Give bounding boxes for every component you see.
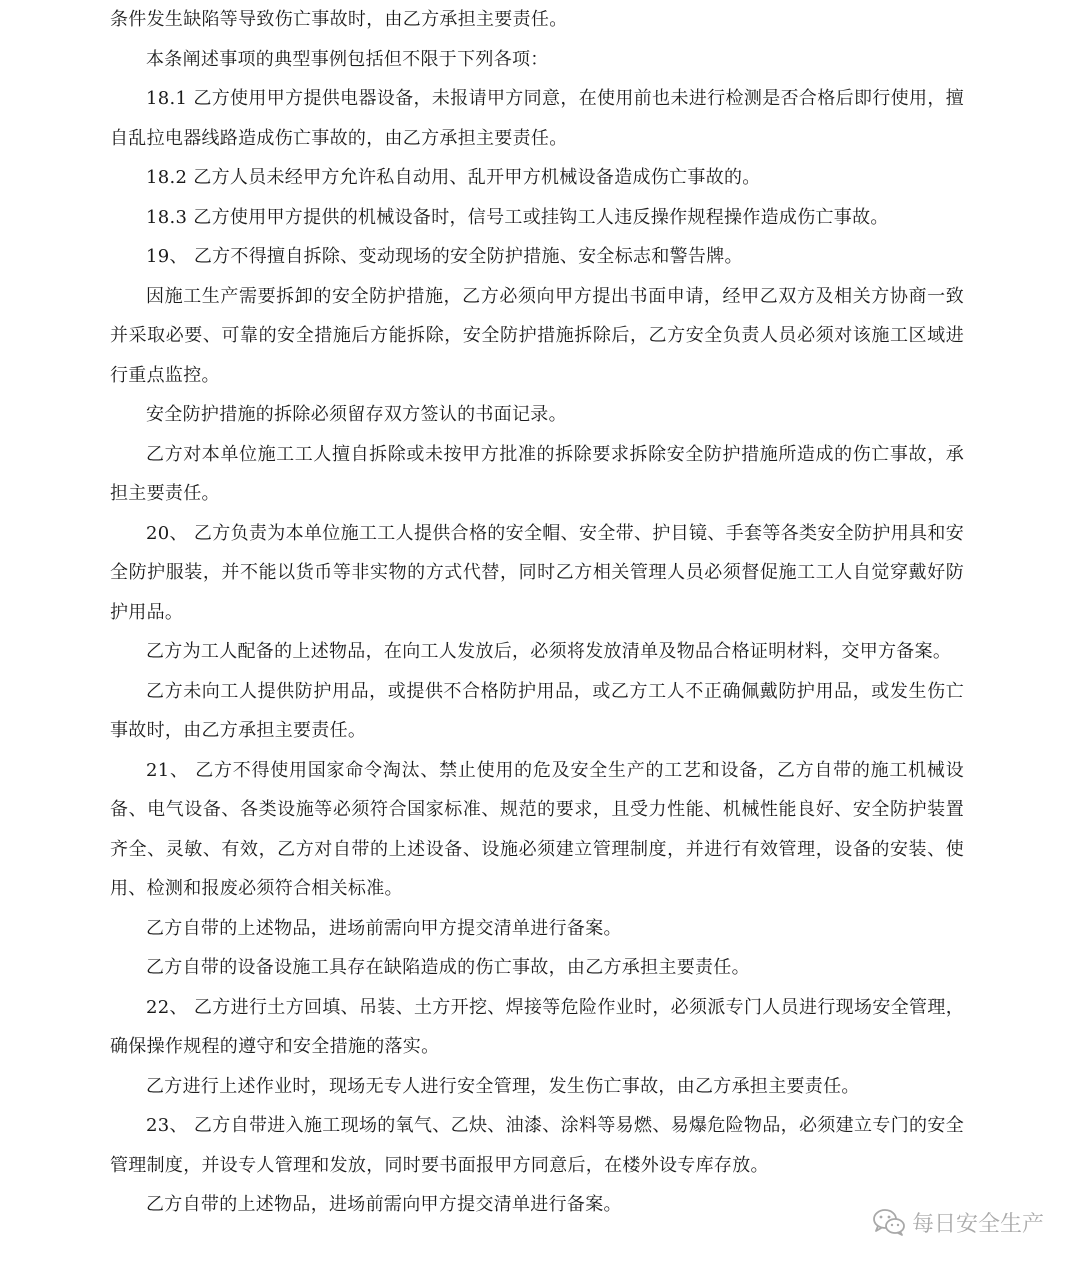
paragraph-6: 19、 乙方不得擅自拆除、变动现场的安全防护措施、安全标志和警告牌。 (146, 246, 743, 267)
document-body (110, 0, 964, 1225)
watermark (872, 1204, 1044, 1240)
paragraph-13: 21、 乙方不得使用国家命令淘汰、禁止使用的危及安全生产的工艺和设备，乙方自带的施工机械设备、电气设备、各类设施等必须符合国家标准、规范的要求，且受力性能、机械性能良好、安全防护装置齐全、灵敏、有效，乙方对自带的上述设备、设施必须建立管理制度，并进行有效管理，设备的安装、使用、检测和报废必须符合相关标准。 (110, 759, 964, 899)
paragraph-15: 乙方自带的设备设施工具存在缺陷造成的伤亡事故，由乙方承担主要责任。 (146, 957, 750, 978)
paragraph-7: 因施工生产需要拆卸的安全防护措施，乙方必须向甲方提出书面申请，经甲乙双方及相关方协商一致并采取必要、可靠的安全措施后方能拆除，安全防护措施拆除后，乙方安全负责人员必须对该施工区域进行重点监控。 (110, 285, 964, 386)
paragraph-16: 22、 乙方进行土方回填、吊装、土方开挖、焊接等危险作业时，必须派专门人员进行现场安全管理，确保操作规程的遵守和安全措施的落实。 (110, 996, 964, 1057)
paragraph-1: 条件发生缺陷等导致伤亡事故时，由乙方承担主要责任。 (110, 9, 568, 30)
paragraph-2: 本条阐述事项的典型事例包括但不限于下列各项： (146, 48, 549, 70)
paragraph-5: 18.3 乙方使用甲方提供的机械设备时，信号工或挂钩工人违反操作规程操作造成伤亡事故。 (146, 206, 889, 228)
wechat-icon (872, 1207, 906, 1237)
paragraph-11: 乙方为工人配备的上述物品，在向工人发放后，必须将发放清单及物品合格证明材料，交甲方备案。 (146, 641, 952, 662)
paragraph-4: 18.2 乙方人员未经甲方允许私自动用、乱开甲方机械设备造成伤亡事故的。 (146, 167, 761, 188)
paragraph-8: 安全防护措施的拆除必须留存双方签认的书面记录。 (146, 404, 567, 425)
paragraph-19: 乙方自带的上述物品，进场前需向甲方提交清单进行备案。 (146, 1194, 622, 1215)
paragraph-10: 20、 乙方负责为本单位施工工人提供合格的安全帽、安全带、护目镜、手套等各类安全防护用具和安全防护服装，并不能以货币等非实物的方式代替，同时乙方相关管理人员必须督促施工工人自觉穿戴好防护用品。 (110, 522, 964, 623)
paragraph-3: 18.1 乙方使用甲方提供电器设备，未报请甲方同意，在使用前也未进行检测是否合格后即行使用，擅自乱拉电器线路造成伤亡事故的，由乙方承担主要责任。 (110, 88, 964, 149)
paragraph-12: 乙方未向工人提供防护用品，或提供不合格防护用品，或乙方工人不正确佩戴防护用品，或发生伤亡事故时，由乙方承担主要责任。 (110, 680, 964, 741)
paragraph-14: 乙方自带的上述物品，进场前需向甲方提交清单进行备案。 (146, 917, 622, 939)
paragraph-18: 23、 乙方自带进入施工现场的氧气、乙炔、油漆、涂料等易燃、易爆危险物品，必须建立专门的安全管理制度，并设专人管理和发放，同时要书面报甲方同意后，在楼外设专库存放。 (110, 1115, 964, 1176)
paragraph-9: 乙方对本单位施工工人擅自拆除或未按甲方批准的拆除要求拆除安全防护措施所造成的伤亡事故，承担主要责任。 (110, 443, 964, 504)
watermark-text: 每日安全生产 (911, 1211, 1044, 1237)
paragraph-17: 乙方进行上述作业时，现场无专人进行安全管理，发生伤亡事故，由乙方承担主要责任。 (146, 1075, 860, 1097)
